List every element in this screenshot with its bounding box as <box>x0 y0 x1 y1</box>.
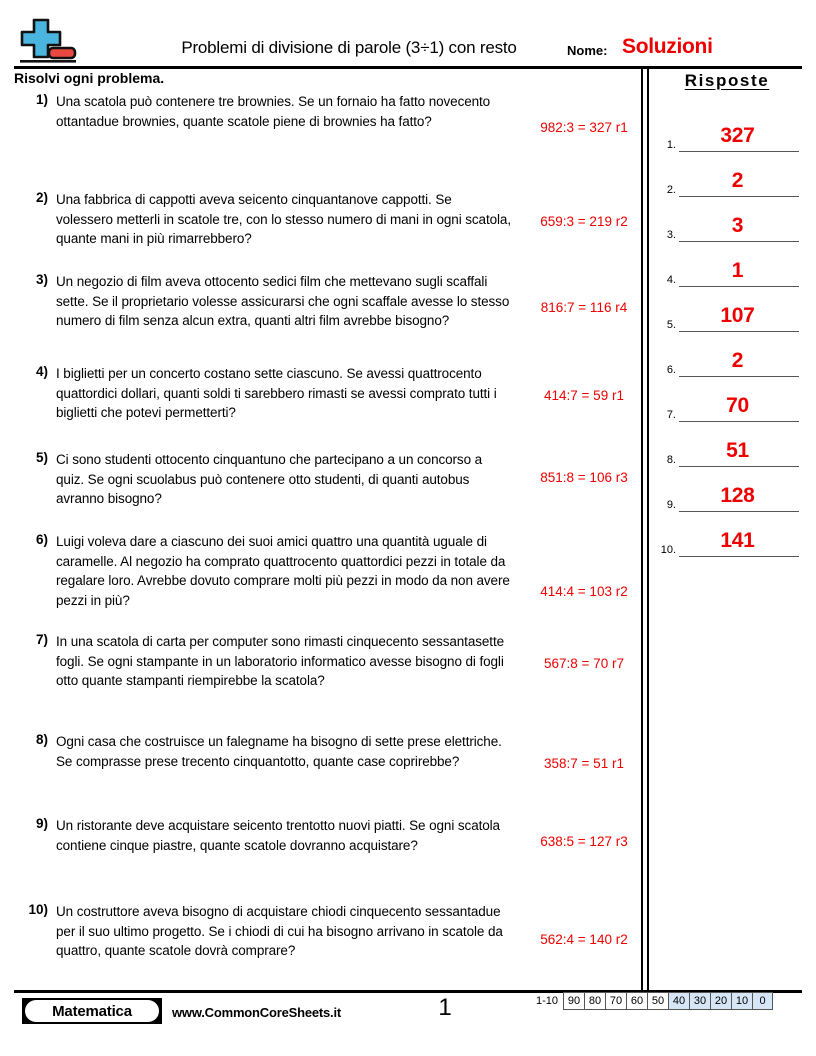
problem-number: 2) <box>35 190 48 205</box>
answer-line <box>679 286 799 288</box>
problem-text: Una fabbrica di cappotti aveva seicento cinquantanove cappotti. Se volessero metterli in scatole tre, con lo stesso numero di mani in ogni scatola, quante mani in più rimarrebbero? <box>56 192 511 246</box>
problem-text: I biglietti per un concerto costano sette ciascuno. Se avessi quattrocento quattordici dollari, quanti soldi ti sarebbero rimasti se avessi comprato tutti i biglietti che potevi permetterti? <box>56 366 497 420</box>
grading-scale-cell[interactable]: 0 <box>752 992 773 1010</box>
answer-row <box>652 153 802 197</box>
answer-line <box>679 376 799 378</box>
column-divider-right <box>647 66 649 991</box>
instruction-text: Risolvi ogni problema. <box>14 70 165 86</box>
answer-value: 128 <box>720 484 755 507</box>
grading-scale-cell[interactable]: 70 <box>605 992 626 1010</box>
grading-scale <box>531 992 773 1010</box>
problem-work: 851:8 = 106 r3 <box>540 470 628 485</box>
plus-minus-logo-icon <box>18 16 80 66</box>
answer-row <box>652 423 802 467</box>
problem-work: 358:7 = 51 r1 <box>544 756 624 771</box>
answer-row <box>652 333 802 377</box>
grading-scale-cell[interactable]: 60 <box>626 992 647 1010</box>
answer-value: 2 <box>731 349 744 372</box>
problem-number: 9) <box>35 816 48 831</box>
grading-scale-cell[interactable]: 20 <box>710 992 731 1010</box>
problem-work: 638:5 = 127 r3 <box>540 834 628 849</box>
answer-number: 10. <box>660 544 676 556</box>
problem-work: 414:7 = 59 r1 <box>544 388 624 403</box>
page-header <box>14 14 802 66</box>
site-url: www.CommonCoreSheets.it <box>172 1005 341 1020</box>
answer-line <box>679 196 799 198</box>
answer-line <box>679 511 799 513</box>
answer-number: 5. <box>666 319 676 331</box>
answer-number: 3. <box>666 229 676 241</box>
answer-line <box>679 421 799 423</box>
answer-value: 1 <box>731 259 744 282</box>
answer-number: 1. <box>666 139 676 151</box>
answer-number: 8. <box>666 454 676 466</box>
answer-number: 6. <box>666 364 676 376</box>
problem-text: Un ristorante deve acquistare seicento trentotto nuovi piatti. Se ogni scatola contiene cinque piastre, quante scatole dovranno acquistare? <box>56 818 500 853</box>
problem-text: Ci sono studenti ottocento cinquantuno che partecipano a un concorso a quiz. Se ogni scuolabus può contenere otto studenti, di quanti autobus avranno bisogno? <box>56 452 483 506</box>
problem-number: 8) <box>35 732 48 747</box>
answers-title: Risposte <box>684 71 770 90</box>
answer-line <box>679 556 799 558</box>
answer-row <box>652 198 802 242</box>
problem-work: 982:3 = 327 r1 <box>540 120 628 135</box>
grading-scale-cell[interactable]: 40 <box>668 992 689 1010</box>
answer-number: 7. <box>666 409 676 421</box>
page-number: 1 <box>438 994 452 1021</box>
answer-value: 141 <box>720 529 755 552</box>
answer-line <box>679 151 799 153</box>
name-value: Soluzioni <box>622 35 713 58</box>
grading-scale-cell[interactable]: 10 <box>731 992 752 1010</box>
grading-scale-cell[interactable]: 30 <box>689 992 710 1010</box>
answer-number: 9. <box>666 499 676 511</box>
problem-text: In una scatola di carta per computer sono rimasti cinquecento sessantasette fogli. Se ogni stampante in un laboratorio informatico avesse bisogno di fogli otto quante stampanti riempirebbe la scatola? <box>56 634 505 688</box>
problem-work: 567:8 = 70 r7 <box>544 656 624 671</box>
answer-value: 107 <box>720 304 755 327</box>
problem-text: Ogni casa che costruisce un falegname ha bisogno di sette prese elettriche. Se comprasse prese trecento cinquantotto, quante case coprirebbe? <box>56 734 502 769</box>
problem-text: Un negozio di film aveva ottocento sedici film che mettevano sugli scaffali sette. Se il proprietario volesse assicurarsi che ogni scaffale avesse lo stesso numero di film senza alcun extra, quanti altri film avrebbe bisogno? <box>56 274 510 328</box>
problem-number: 10) <box>28 902 48 917</box>
answer-row <box>652 243 802 287</box>
column-divider-left <box>641 66 643 991</box>
problem-number: 6) <box>35 532 48 547</box>
problem-text: Un costruttore aveva bisogno di acquistare chiodi cinquecento sessantadue per il suo ultimo progetto. Se i chiodi di cui ha bisogno arrivano in scatole da quattro, quante scatole dovrà comprare? <box>56 904 503 958</box>
answer-row <box>652 288 802 332</box>
grading-scale-cell[interactable]: 50 <box>647 992 668 1010</box>
answer-value: 2 <box>731 169 744 192</box>
problem-number: 4) <box>35 364 48 379</box>
page-title: Problemi di divisione di parole (3÷1) con resto <box>181 38 517 57</box>
header-divider <box>14 66 802 69</box>
answer-number: 2. <box>666 184 676 196</box>
answer-line <box>679 241 799 243</box>
answer-line <box>679 331 799 333</box>
problem-text: Una scatola può contenere tre brownies. Se un fornaio ha fatto novecento ottantadue brownies, quante scatole piene di brownies ha fatto? <box>56 94 491 129</box>
answer-row <box>652 513 802 557</box>
answer-value: 3 <box>731 214 744 237</box>
problem-work: 659:3 = 219 r2 <box>540 214 628 229</box>
brand-badge <box>22 998 162 1024</box>
answer-row <box>652 108 802 152</box>
name-label: Nome: <box>567 43 608 58</box>
answer-value: 70 <box>726 394 749 417</box>
grading-scale-cell[interactable]: 90 <box>563 992 584 1010</box>
problem-text: Luigi voleva dare a ciascuno dei suoi amici quattro una quantità uguale di caramelle. Al negozio ha comprato quattrocento quattordici pezzi in totale da regalare loro. Avrebbe dovuto comprare molti più pezzi in modo da non avere pezzi in più? <box>56 534 510 608</box>
problem-work: 414:4 = 103 r2 <box>540 584 628 599</box>
problem-work: 816:7 = 116 r4 <box>540 300 628 315</box>
answer-value: 51 <box>726 439 749 462</box>
grading-scale-label: 1-10 <box>536 994 559 1007</box>
answer-line <box>679 466 799 468</box>
problem-number: 1) <box>35 92 48 107</box>
answer-row <box>652 468 802 512</box>
answer-row <box>652 378 802 422</box>
problem-number: 3) <box>35 272 48 287</box>
answer-number: 4. <box>666 274 676 286</box>
brand-label: Matematica <box>52 1002 132 1020</box>
answer-value: 327 <box>720 124 755 147</box>
problem-work: 562:4 = 140 r2 <box>540 932 628 947</box>
grading-scale-cell[interactable]: 80 <box>584 992 605 1010</box>
problem-number: 5) <box>35 450 48 465</box>
problem-number: 7) <box>35 632 48 647</box>
